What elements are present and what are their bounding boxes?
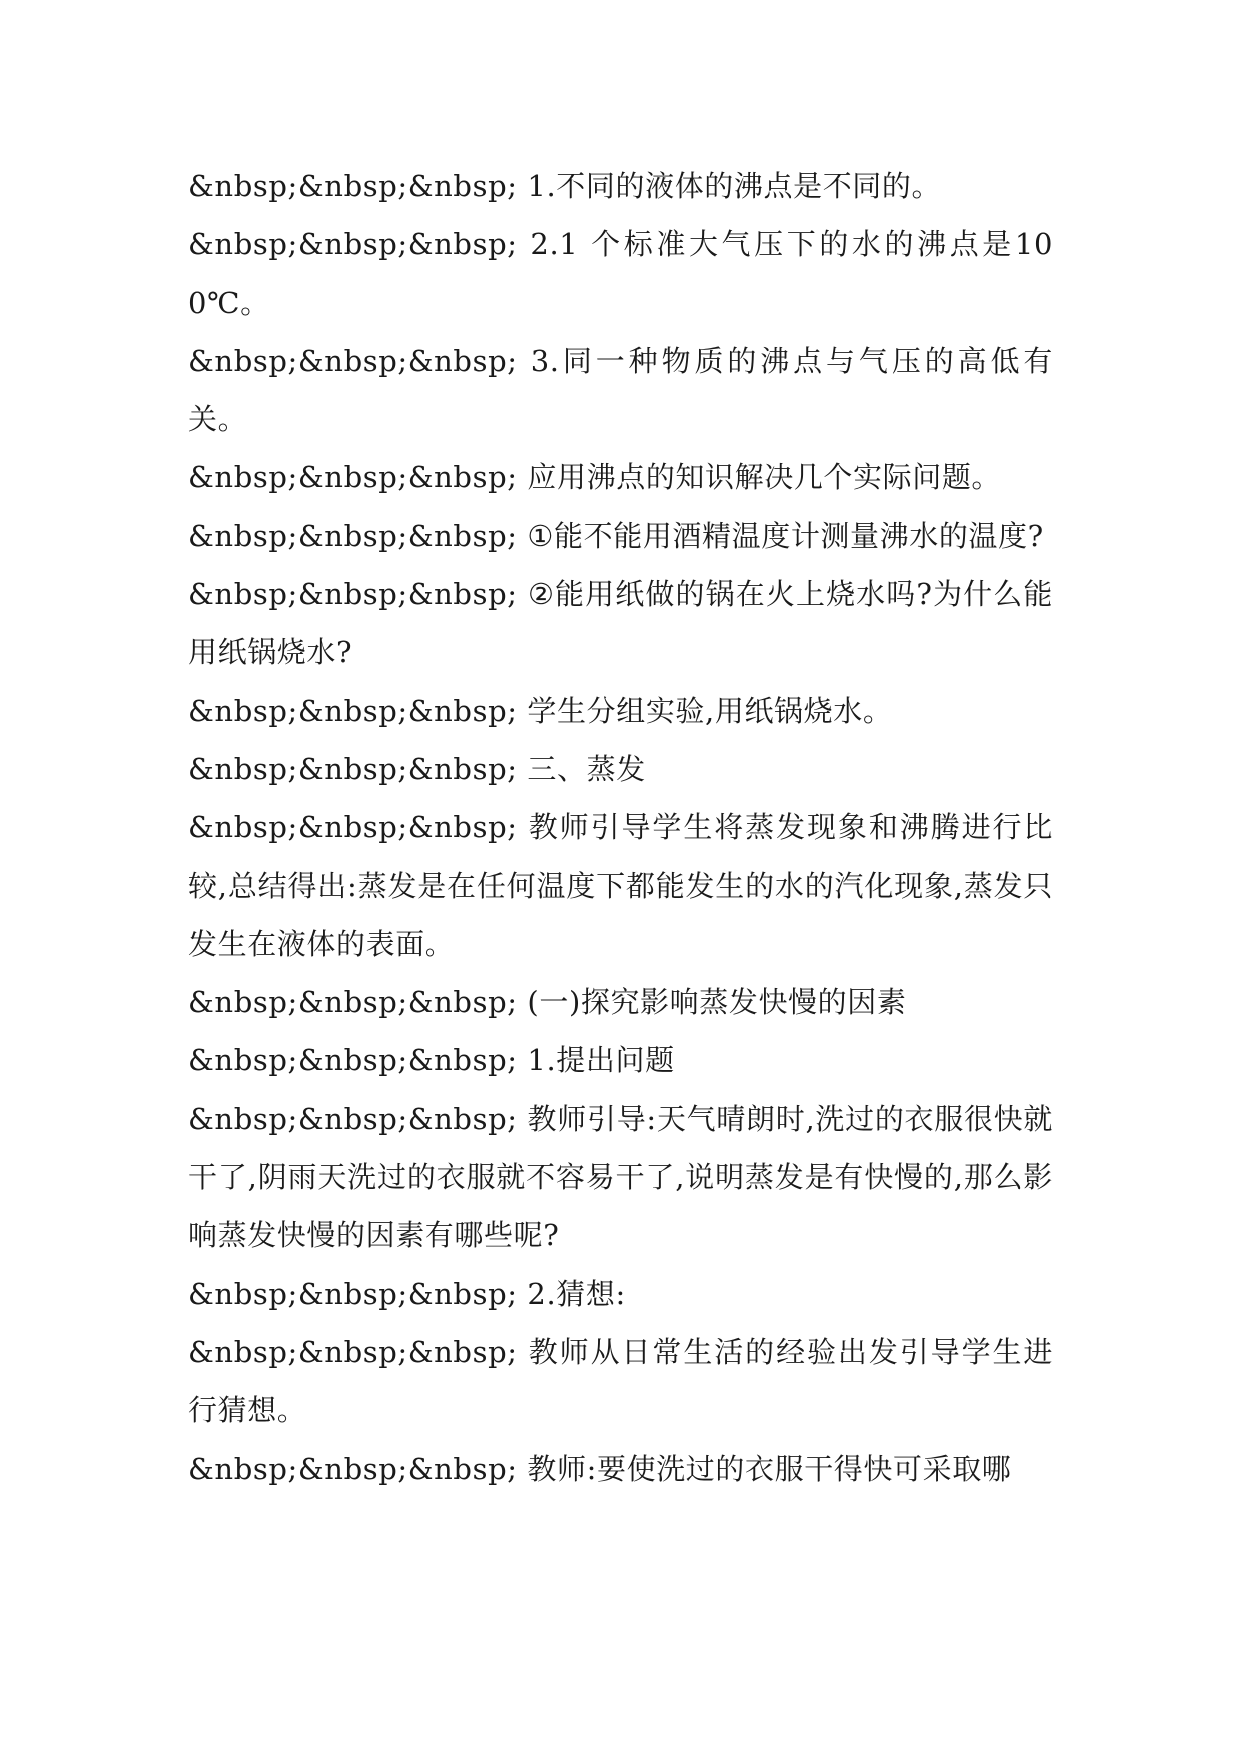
paragraph: &nbsp;&nbsp;&nbsp; 应用沸点的知识解决几个实际问题。 bbox=[188, 460, 1002, 495]
paragraph: &nbsp;&nbsp;&nbsp; 学生分组实验,用纸锅烧水。 bbox=[188, 693, 893, 728]
subsection-heading: &nbsp;&nbsp;&nbsp; (一)探究影响蒸发快慢的因素 bbox=[188, 985, 907, 1020]
paragraph: &nbsp;&nbsp;&nbsp; 1.不同的液体的沸点是不同的。 bbox=[188, 169, 942, 203]
paragraph: &nbsp;&nbsp;&nbsp; ②能用纸做的锅在火上烧水吗?为什么能用纸锅烧水? bbox=[188, 577, 1053, 670]
paragraph: &nbsp;&nbsp;&nbsp; 2.猜想: bbox=[188, 1276, 626, 1311]
paragraph: &nbsp;&nbsp;&nbsp; 教师引导学生将蒸发现象和沸腾进行比较,总结得出:蒸发是在任何温度下都能发生的水的汽化现象,蒸发只发生在液体的表面。 bbox=[188, 810, 1053, 961]
paragraph: &nbsp;&nbsp;&nbsp; 3.同一种物质的沸点与气压的高低有关。 bbox=[188, 343, 1053, 437]
paragraph: &nbsp;&nbsp;&nbsp; 教师:要使洗过的衣服干得快可采取哪 bbox=[188, 1451, 1012, 1486]
paragraph: &nbsp;&nbsp;&nbsp; ①能不能用酒精温度计测量沸水的温度? bbox=[188, 518, 1044, 553]
section-heading: &nbsp;&nbsp;&nbsp; 三、蒸发 bbox=[188, 751, 646, 786]
paragraph: &nbsp;&nbsp;&nbsp; 教师从日常生活的经验出发引导学生进行猜想。 bbox=[188, 1334, 1053, 1428]
paragraph: &nbsp;&nbsp;&nbsp; 1.提出问题 bbox=[188, 1043, 675, 1078]
document-body bbox=[188, 157, 1053, 1498]
paragraph: &nbsp;&nbsp;&nbsp; 2.1 个标准大气压下的水的沸点是100℃。 bbox=[188, 227, 1053, 320]
paragraph: &nbsp;&nbsp;&nbsp; 教师引导:天气晴朗时,洗过的衣服很快就干了,阴雨天洗过的衣服就不容易干了,说明蒸发是有快慢的,那么影响蒸发快慢的因素有哪些呢? bbox=[188, 1101, 1053, 1253]
